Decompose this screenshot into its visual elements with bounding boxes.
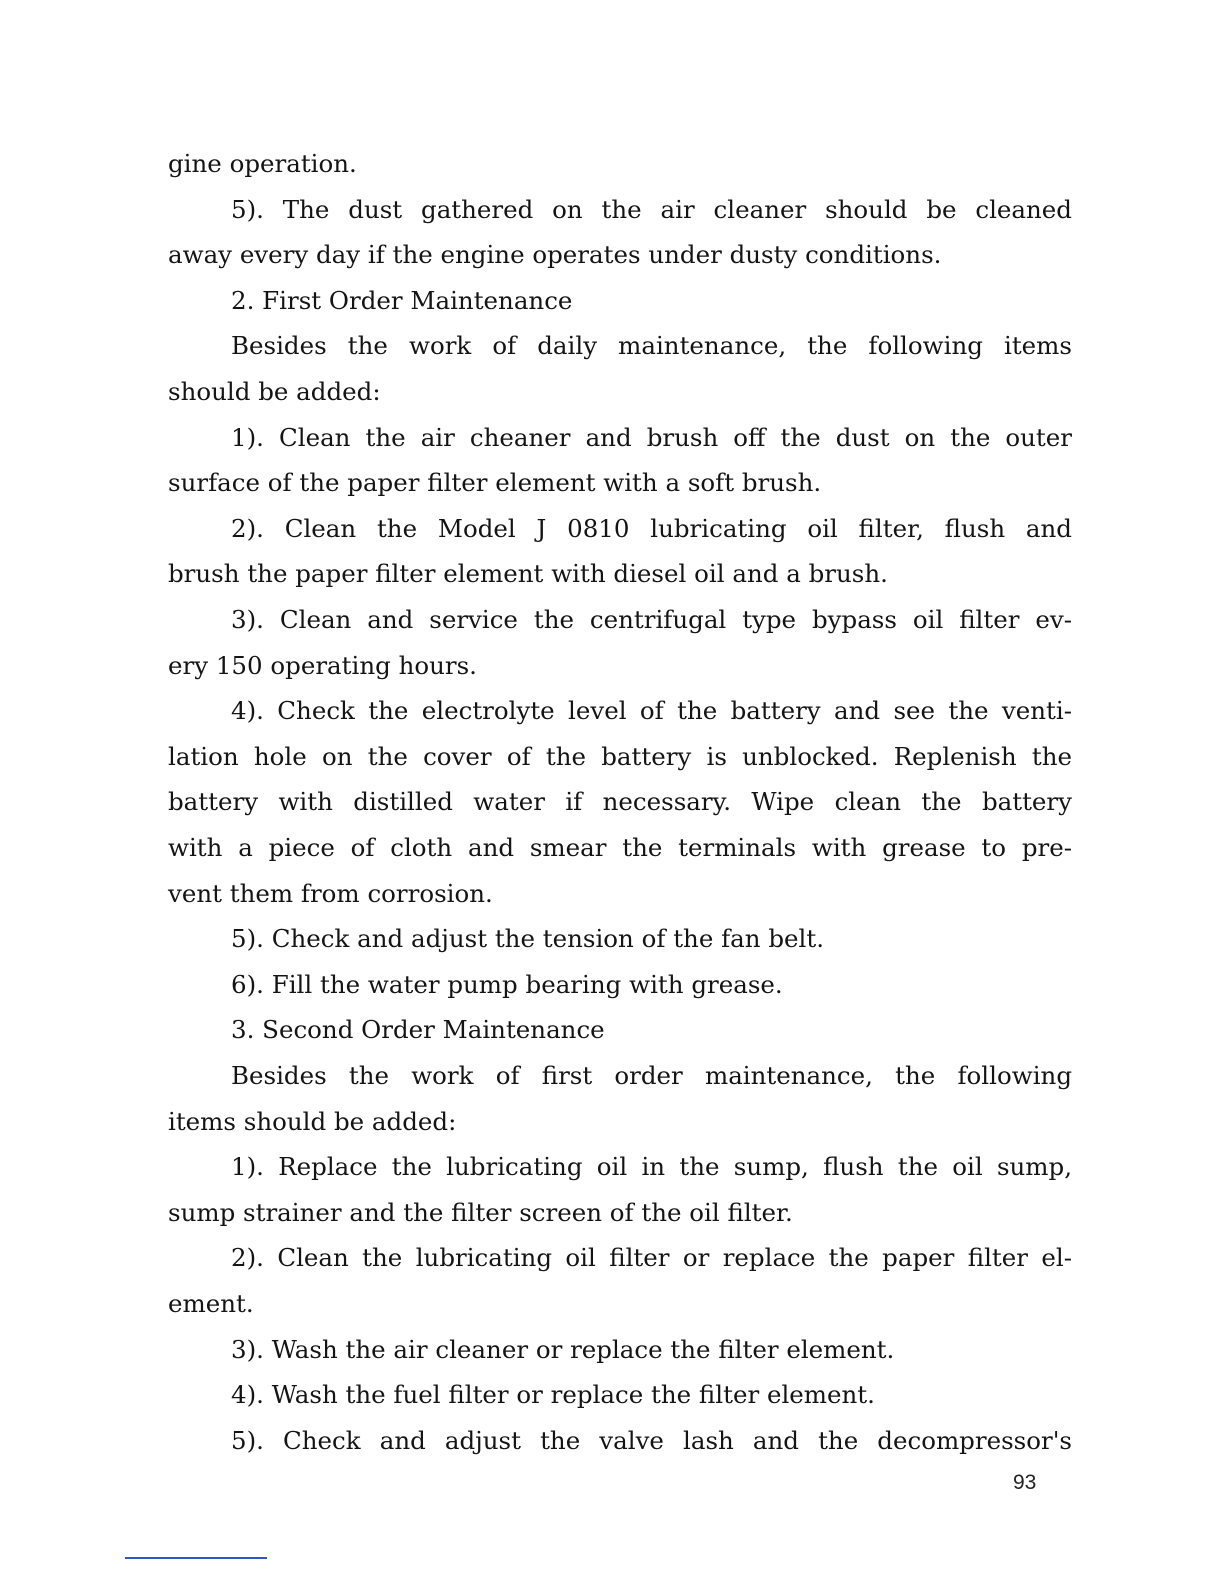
text-line: sump strainer and the filter screen of the oil filter. — [168, 1197, 793, 1227]
text-line: 5). The dust gathered on the air cleaner should be cleaned — [231, 194, 1072, 224]
text-line: 3. Second Order Maintenance — [231, 1015, 605, 1045]
text-line: ery 150 operating hours. — [168, 650, 477, 680]
page-number: 93 — [1013, 1471, 1037, 1494]
text-line: away every day if the engine operates under dusty conditions. — [168, 240, 942, 270]
text-line: with a piece of cloth and smear the terminals with grease to pre- — [168, 833, 1072, 862]
text-line: 2). Clean the Model J 0810 lubricating oil filter, flush and — [231, 513, 1072, 543]
text-line: Besides the work of daily maintenance, the following items — [231, 331, 1072, 361]
text-line: vent them from corrosion. — [168, 878, 493, 908]
text-line: 2). Clean the lubricating oil filter or replace the paper filter el- — [231, 1243, 1072, 1273]
text-line: 5). Check and adjust the valve lash and the decompressor's — [231, 1425, 1072, 1455]
text-line: ement. — [168, 1289, 254, 1318]
text-line: 4). Check the electrolyte level of the battery and see the venti- — [231, 696, 1072, 726]
text-line: brush the paper filter element with diesel oil and a brush. — [168, 559, 888, 589]
text-line: Besides the work of first order maintenance, the following — [231, 1061, 1072, 1090]
text-line: 5). Check and adjust the tension of the fan belt. — [231, 924, 825, 954]
text-line: 1). Clean the air cheaner and brush off the dust on the outer — [231, 422, 1072, 452]
text-line: should be added: — [168, 377, 381, 406]
text-line: 6). Fill the water pump bearing with grease. — [231, 969, 783, 999]
footer-rule — [125, 1557, 267, 1559]
text-line: items should be added: — [168, 1106, 457, 1136]
text-line: 2. First Order Maintenance — [231, 285, 573, 315]
text-line: 3). Wash the air cleaner or replace the filter element. — [231, 1334, 895, 1364]
text-line: gine operation. — [168, 149, 357, 178]
text-line: battery with distilled water if necessary. Wipe clean the battery — [168, 787, 1072, 817]
text-line: 1). Replace the lubricating oil in the sump, flush the oil sump, — [231, 1152, 1072, 1182]
text-line: 4). Wash the fuel filter or replace the filter element. — [231, 1380, 875, 1410]
text-line: 3). Clean and service the centrifugal type bypass oil filter ev- — [231, 605, 1072, 634]
text-line: surface of the paper filter element with a soft brush. — [168, 468, 822, 498]
text-line: lation hole on the cover of the battery is unblocked. Replenish the — [168, 741, 1072, 771]
